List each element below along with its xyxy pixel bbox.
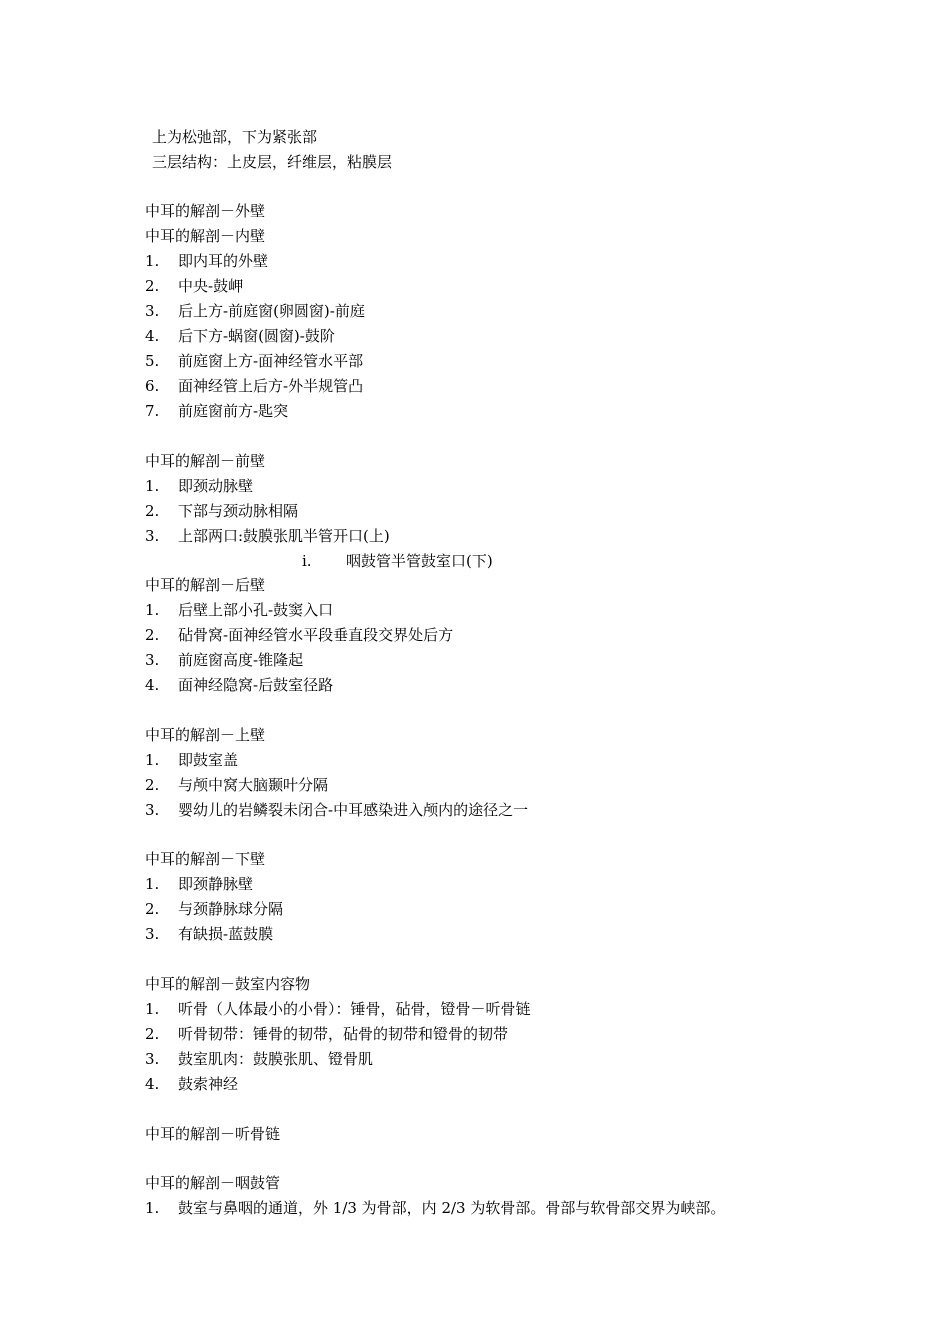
list-number: 1. xyxy=(145,1199,160,1217)
list-item: 即颈静脉壁 xyxy=(178,875,254,893)
list-number: 2. xyxy=(145,626,160,644)
list-item: 后下方-蜗窗(圆窗)-鼓阶 xyxy=(178,327,335,345)
sub-list-item: 咽鼓管半管鼓室口(下) xyxy=(346,552,493,570)
intro-line-2: 三层结构：上皮层，纤维层，粘膜层 xyxy=(152,153,393,171)
sub-list-number: i. xyxy=(302,552,312,570)
list-number: 2. xyxy=(145,1025,160,1043)
list-number: 2. xyxy=(145,277,160,295)
list-item: 鼓室肌肉：鼓膜张肌、镫骨肌 xyxy=(178,1050,374,1068)
list-number: 5. xyxy=(145,352,160,370)
list-number: 3. xyxy=(145,302,160,320)
list-item: 即内耳的外壁 xyxy=(178,252,269,270)
list-number: 3. xyxy=(145,925,160,943)
list-item: 前庭窗高度-锥隆起 xyxy=(178,651,304,669)
list-number: 1. xyxy=(145,751,160,769)
heading-tympanic-contents: 中耳的解剖－鼓室内容物 xyxy=(145,975,311,993)
list-number: 1. xyxy=(145,477,160,495)
list-item: 有缺损-蓝鼓膜 xyxy=(178,925,274,943)
heading-ossicular-chain: 中耳的解剖－听骨链 xyxy=(145,1125,281,1143)
list-item: 后壁上部小孔-鼓窦入口 xyxy=(178,601,334,619)
list-number: 7. xyxy=(145,402,160,420)
list-item: 鼓室与鼻咽的通道，外 1/3 为骨部，内 2/3 为软骨部。骨部与软骨部交界为峡部。 xyxy=(178,1199,726,1217)
list-item: 中央-鼓岬 xyxy=(178,277,244,295)
intro-line-1: 上为松弛部，下为紧张部 xyxy=(152,128,318,146)
list-item: 听骨韧带：锤骨的韧带，砧骨的韧带和镫骨的韧带 xyxy=(178,1025,509,1043)
list-item: 与颅中窝大脑颞叶分隔 xyxy=(178,776,329,794)
list-item: 下部与颈动脉相隔 xyxy=(178,502,299,520)
heading-eustachian-tube: 中耳的解剖－咽鼓管 xyxy=(145,1174,281,1192)
heading-top-wall: 中耳的解剖－上壁 xyxy=(145,726,266,744)
list-number: 4. xyxy=(145,1075,160,1093)
list-item: 即颈动脉壁 xyxy=(178,477,254,495)
list-item: 上部两口:鼓膜张肌半管开口(上) xyxy=(178,527,390,545)
list-item: 面神经隐窝-后鼓室径路 xyxy=(178,676,334,694)
list-number: 3. xyxy=(145,527,160,545)
list-item: 与颈静脉球分隔 xyxy=(178,900,284,918)
heading-inner-wall: 中耳的解剖－内壁 xyxy=(145,227,266,245)
list-number: 4. xyxy=(145,676,160,694)
list-number: 3. xyxy=(145,651,160,669)
list-item: 面神经管上后方-外半规管凸 xyxy=(178,377,364,395)
list-number: 2. xyxy=(145,502,160,520)
list-item: 砧骨窝-面神经管水平段垂直段交界处后方 xyxy=(178,626,454,644)
list-number: 2. xyxy=(145,776,160,794)
list-item: 即鼓室盖 xyxy=(178,751,239,769)
list-number: 2. xyxy=(145,900,160,918)
list-number: 1. xyxy=(145,252,160,270)
list-number: 1. xyxy=(145,875,160,893)
list-item: 前庭窗上方-面神经管水平部 xyxy=(178,352,364,370)
list-number: 6. xyxy=(145,377,160,395)
heading-front-wall: 中耳的解剖－前壁 xyxy=(145,452,266,470)
list-item: 听骨（人体最小的小骨）：锤骨，砧骨，镫骨－听骨链 xyxy=(178,1000,531,1018)
list-number: 1. xyxy=(145,1000,160,1018)
list-item: 鼓索神经 xyxy=(178,1075,239,1093)
heading-bottom-wall: 中耳的解剖－下壁 xyxy=(145,850,266,868)
list-item: 婴幼儿的岩鳞裂未闭合-中耳感染进入颅内的途径之一 xyxy=(178,801,529,819)
heading-outer-wall: 中耳的解剖－外壁 xyxy=(145,202,266,220)
heading-back-wall: 中耳的解剖－后壁 xyxy=(145,576,266,594)
list-item: 后上方-前庭窗(卵圆窗)-前庭 xyxy=(178,302,365,320)
list-number: 3. xyxy=(145,1050,160,1068)
list-number: 3. xyxy=(145,801,160,819)
list-number: 4. xyxy=(145,327,160,345)
list-item: 前庭窗前方-匙突 xyxy=(178,402,289,420)
list-number: 1. xyxy=(145,601,160,619)
